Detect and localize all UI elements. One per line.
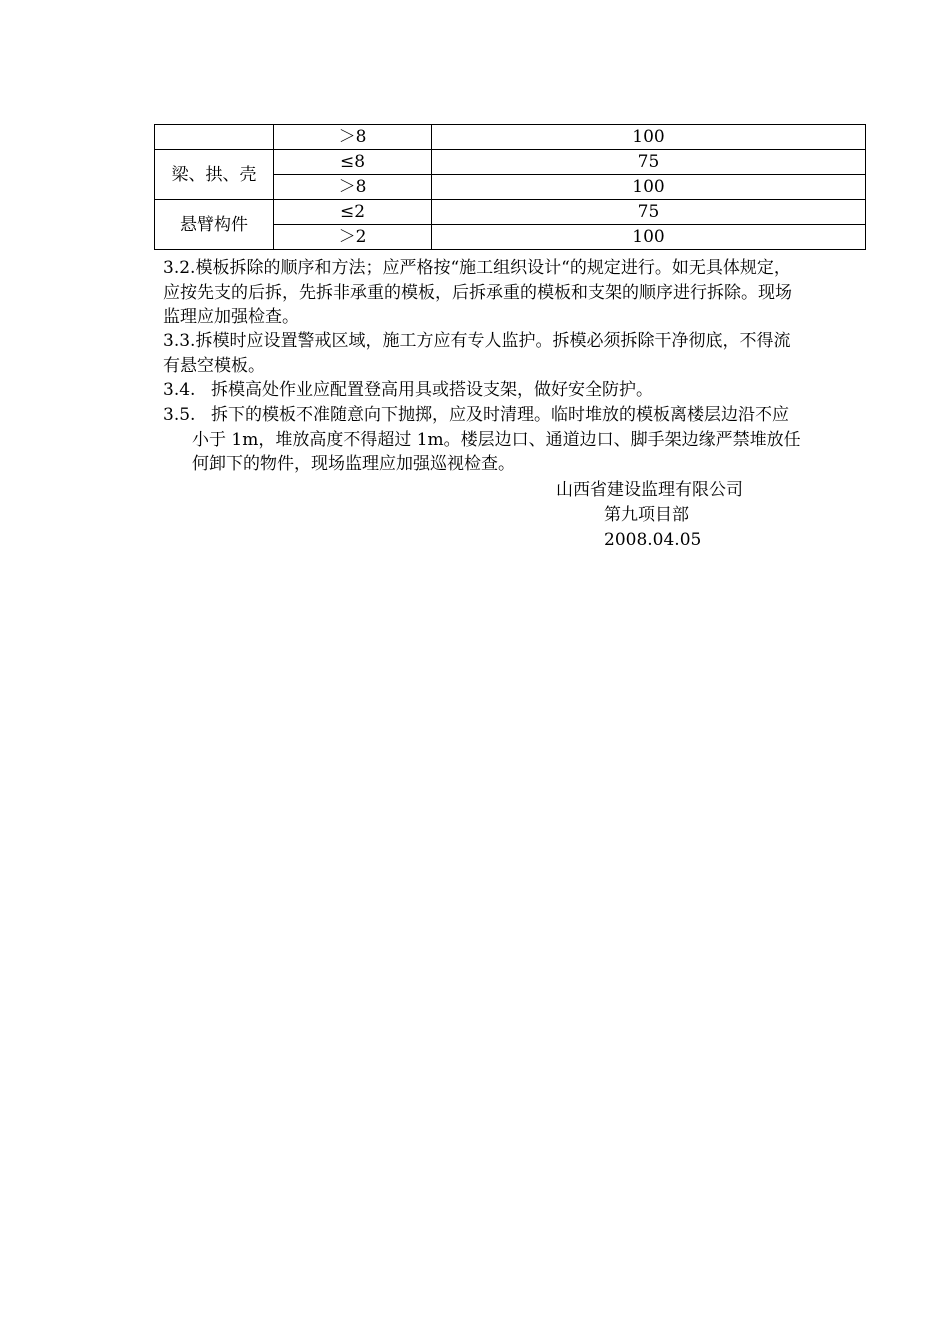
category-cell: 梁、拱、壳 [155, 150, 274, 200]
section-3-3 [163, 329, 893, 378]
category-cell [155, 125, 274, 150]
paragraph-line: 3.2.模板拆除的顺序和方法；应严格按“施工组织设计“的规定进行。如无具体规定， [163, 258, 791, 278]
paragraph-line: 应按先支的后拆，先拆非承重的模板，后拆承重的模板和支架的顺序进行拆除。现场 [163, 282, 792, 303]
paragraph-line: 监理应加强检查。 [163, 307, 299, 327]
ratio-cell: 100 [432, 125, 866, 150]
ratio-cell: 75 [432, 150, 866, 175]
section-number: 3.5. [163, 405, 196, 425]
signature-department: 第九项目部 [604, 505, 689, 525]
span-cell: ＞8 [274, 175, 432, 200]
category-cell: 悬臂构件 [155, 200, 274, 250]
span-cell: ≤8 [274, 150, 432, 175]
section-3-5 [163, 403, 893, 477]
table-row [155, 150, 866, 175]
span-cell: ≤2 [274, 200, 432, 225]
table-row [155, 125, 866, 150]
span-cell: ＞2 [274, 225, 432, 250]
signature-company: 山西省建设监理有限公司 [556, 480, 743, 500]
paragraph-line: 3.3.拆模时应设置警戒区域，施工方应有专人监护。拆模必须拆除干净彻底，不得流 [163, 331, 791, 351]
ratio-cell: 75 [432, 200, 866, 225]
paragraph-line: 有悬空模板。 [163, 355, 265, 376]
span-cell: ＞8 [274, 125, 432, 150]
section-number: 3.4. [163, 380, 196, 400]
paragraph-line: 小于 1m，堆放高度不得超过 1m。楼层边口、通道边口、脚手架边缘严禁堆放任 [192, 429, 801, 450]
ratio-cell: 100 [432, 175, 866, 200]
ratio-cell: 100 [432, 225, 866, 250]
formwork-removal-table [154, 124, 866, 250]
paragraph-line: 何卸下的物件，现场监理应加强巡视检查。 [192, 454, 515, 474]
paragraph-text: 拆下的模板不准随意向下抛掷，应及时清理。临时堆放的模板离楼层边沿不应 [211, 405, 789, 425]
paragraph-text: 拆模高处作业应配置登高用具或搭设支架，做好安全防护。 [211, 380, 653, 400]
section-3-2 [163, 256, 893, 330]
signature-date: 2008.04.05 [604, 530, 702, 550]
table-row [155, 200, 866, 225]
section-3-4 [163, 378, 893, 403]
